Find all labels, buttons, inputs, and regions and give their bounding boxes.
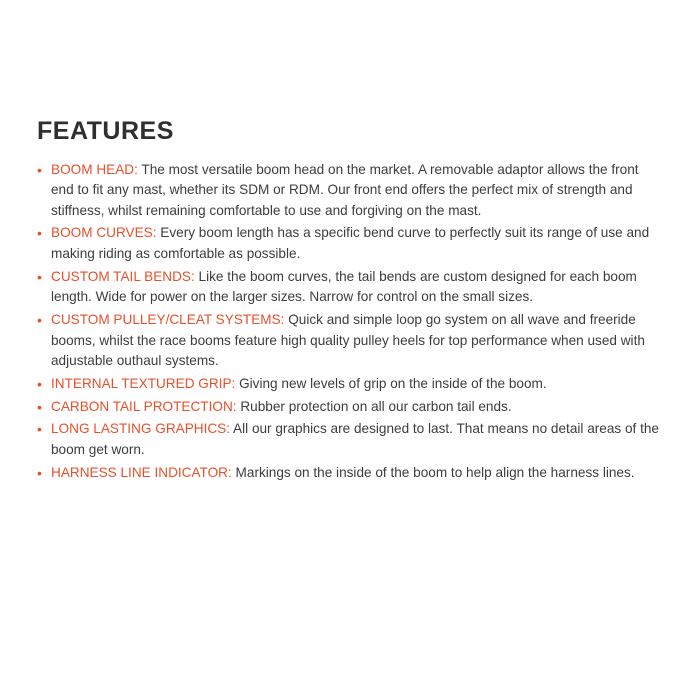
bullet-icon: •	[37, 464, 42, 481]
feature-text: All our graphics are designed to last. That means no detail areas of the boom get worn.	[51, 421, 659, 458]
bullet-icon: •	[37, 161, 42, 178]
features-list	[37, 160, 663, 484]
feature-text: Markings on the inside of the boom to help align the harness lines.	[231, 464, 635, 480]
list-item	[37, 397, 663, 418]
list-item	[37, 223, 663, 264]
feature-label: CUSTOM TAIL BENDS:	[51, 268, 195, 284]
bullet-icon: •	[37, 376, 42, 393]
feature-text: Rubber protection on all our carbon tail ends.	[236, 398, 512, 414]
feature-text: Every boom length has a specific bend curve to perfectly suit its range of use and making riding as comfortable as possible.	[51, 225, 650, 262]
feature-label: INTERNAL TEXTURED GRIP:	[51, 376, 236, 392]
bullet-icon: •	[37, 421, 42, 438]
list-item	[37, 463, 663, 484]
feature-label: LONG LASTING GRAPHICS:	[51, 421, 231, 437]
feature-label: BOOM HEAD:	[51, 161, 138, 177]
list-item	[37, 374, 663, 395]
bullet-icon: •	[37, 225, 42, 242]
bullet-icon: •	[37, 312, 42, 329]
list-item	[37, 267, 663, 308]
page-title: FEATURES	[37, 117, 174, 145]
bullet-icon: •	[37, 398, 42, 415]
feature-text: Giving new levels of grip on the inside of the boom.	[235, 376, 547, 392]
feature-text: The most versatile boom head on the market. A removable adaptor allows the front end to fit any mast, whether its SDM or RDM. Our front end offers the perfect mix of strength and stiffness, whilst remaining comfortable to use and forgiving on the mast.	[51, 161, 639, 218]
feature-label: HARNESS LINE INDICATOR:	[51, 464, 232, 480]
list-item	[37, 419, 663, 460]
feature-text: Like the boom curves, the tail bends are custom designed for each boom length. Wide for power on the larger sizes. Narrow for control on the small sizes.	[51, 268, 637, 305]
feature-label: CARBON TAIL PROTECTION:	[51, 398, 237, 414]
list-item	[37, 160, 663, 222]
feature-label: BOOM CURVES:	[51, 225, 157, 241]
bullet-icon: •	[37, 268, 42, 285]
feature-text: Quick and simple loop go system on all wave and freeride booms, whilst the race booms feature high quality pulley heels for top performance when used with adjustable outhaul systems.	[51, 312, 645, 369]
feature-label: CUSTOM PULLEY/CLEAT SYSTEMS:	[51, 312, 285, 328]
list-item	[37, 310, 663, 372]
